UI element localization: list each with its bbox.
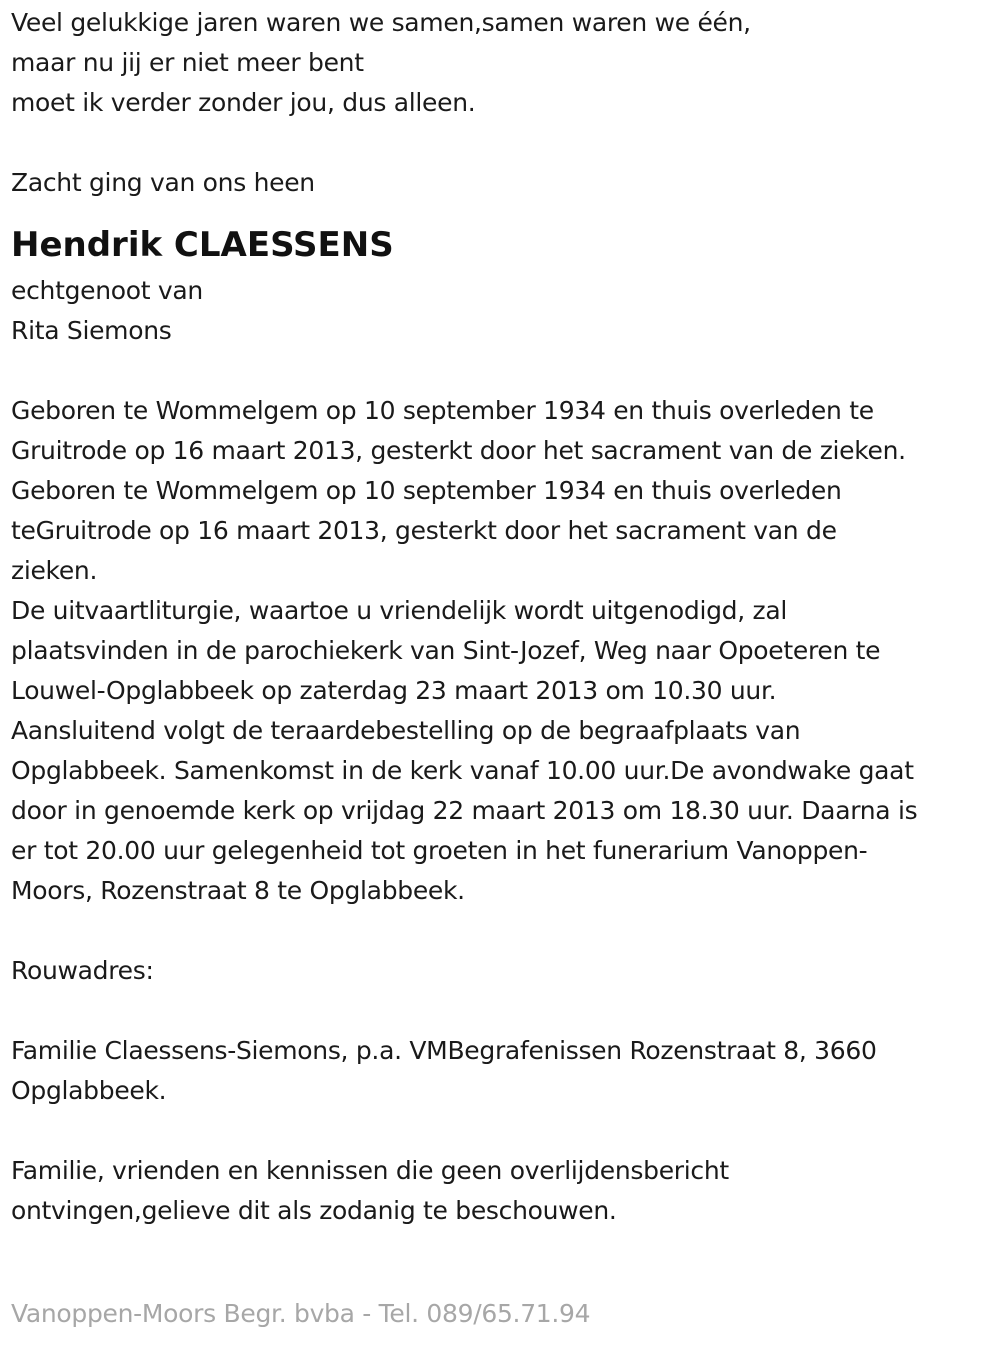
body-line: Aansluitend volgt de teraardebestelling op de begraafplaats van: [11, 716, 801, 745]
relation-text: echtgenoot van: [11, 276, 203, 305]
spacer: [11, 351, 996, 391]
body-text: [11, 391, 996, 911]
body-line: De uitvaartliturgie, waartoe u vriendelijk wordt uitgenodigd, zal: [11, 596, 788, 625]
spacer: [11, 1111, 996, 1151]
body-line: teGruitrode op 16 maart 2013, gesterkt door het sacrament van de: [11, 516, 837, 545]
obituary-notice: [11, 3, 996, 1231]
mourning-address: [11, 1031, 996, 1111]
poem-line: maar nu jij er niet meer bent: [11, 48, 364, 77]
closing-note: [11, 1151, 996, 1231]
body-line: Opglabbeek. Samenkomst in de kerk vanaf 10.00 uur.De avondwake gaat: [11, 756, 914, 785]
intro-text: Zacht ging van ons heen: [11, 168, 315, 197]
body-line: Geboren te Wommelgem op 10 september 1934 en thuis overleden: [11, 476, 842, 505]
body-line: zieken.: [11, 556, 98, 585]
spacer: [11, 123, 996, 163]
closing-line: ontvingen,gelieve dit als zodanig te beschouwen.: [11, 1196, 617, 1225]
poem: [11, 3, 996, 123]
spouse-name: Rita Siemons: [11, 316, 172, 345]
spacer: [11, 991, 996, 1031]
funeral-home-footer: Vanoppen-Moors Begr. bvba - Tel. 089/65.71.94: [11, 1299, 591, 1328]
body-line: door in genoemde kerk op vrijdag 22 maart 2013 om 18.30 uur. Daarna is: [11, 796, 918, 825]
poem-line: Veel gelukkige jaren waren we samen,samen waren we één,: [11, 8, 751, 37]
poem-line: moet ik verder zonder jou, dus alleen.: [11, 88, 476, 117]
closing-line: Familie, vrienden en kennissen die geen overlijdensbericht: [11, 1156, 729, 1185]
body-line: Gruitrode op 16 maart 2013, gesterkt door het sacrament van de zieken.: [11, 436, 906, 465]
address-line: Opglabbeek.: [11, 1076, 167, 1105]
body-line: er tot 20.00 uur gelegenheid tot groeten in het funerarium Vanoppen-: [11, 836, 868, 865]
body-line: Louwel-Opglabbeek op zaterdag 23 maart 2013 om 10.30 uur.: [11, 676, 777, 705]
body-line: plaatsvinden in de parochiekerk van Sint-Jozef, Weg naar Opoeteren te: [11, 636, 881, 665]
spacer: [11, 911, 996, 951]
address-line: Familie Claessens-Siemons, p.a. VMBegrafenissen Rozenstraat 8, 3660: [11, 1036, 877, 1065]
body-line: Geboren te Wommelgem op 10 september 1934 en thuis overleden te: [11, 396, 874, 425]
body-line: Moors, Rozenstraat 8 te Opglabbeek.: [11, 876, 465, 905]
mourning-address-label: Rouwadres:: [11, 956, 154, 985]
deceased-name: Hendrik CLAESSENS: [11, 225, 394, 265]
